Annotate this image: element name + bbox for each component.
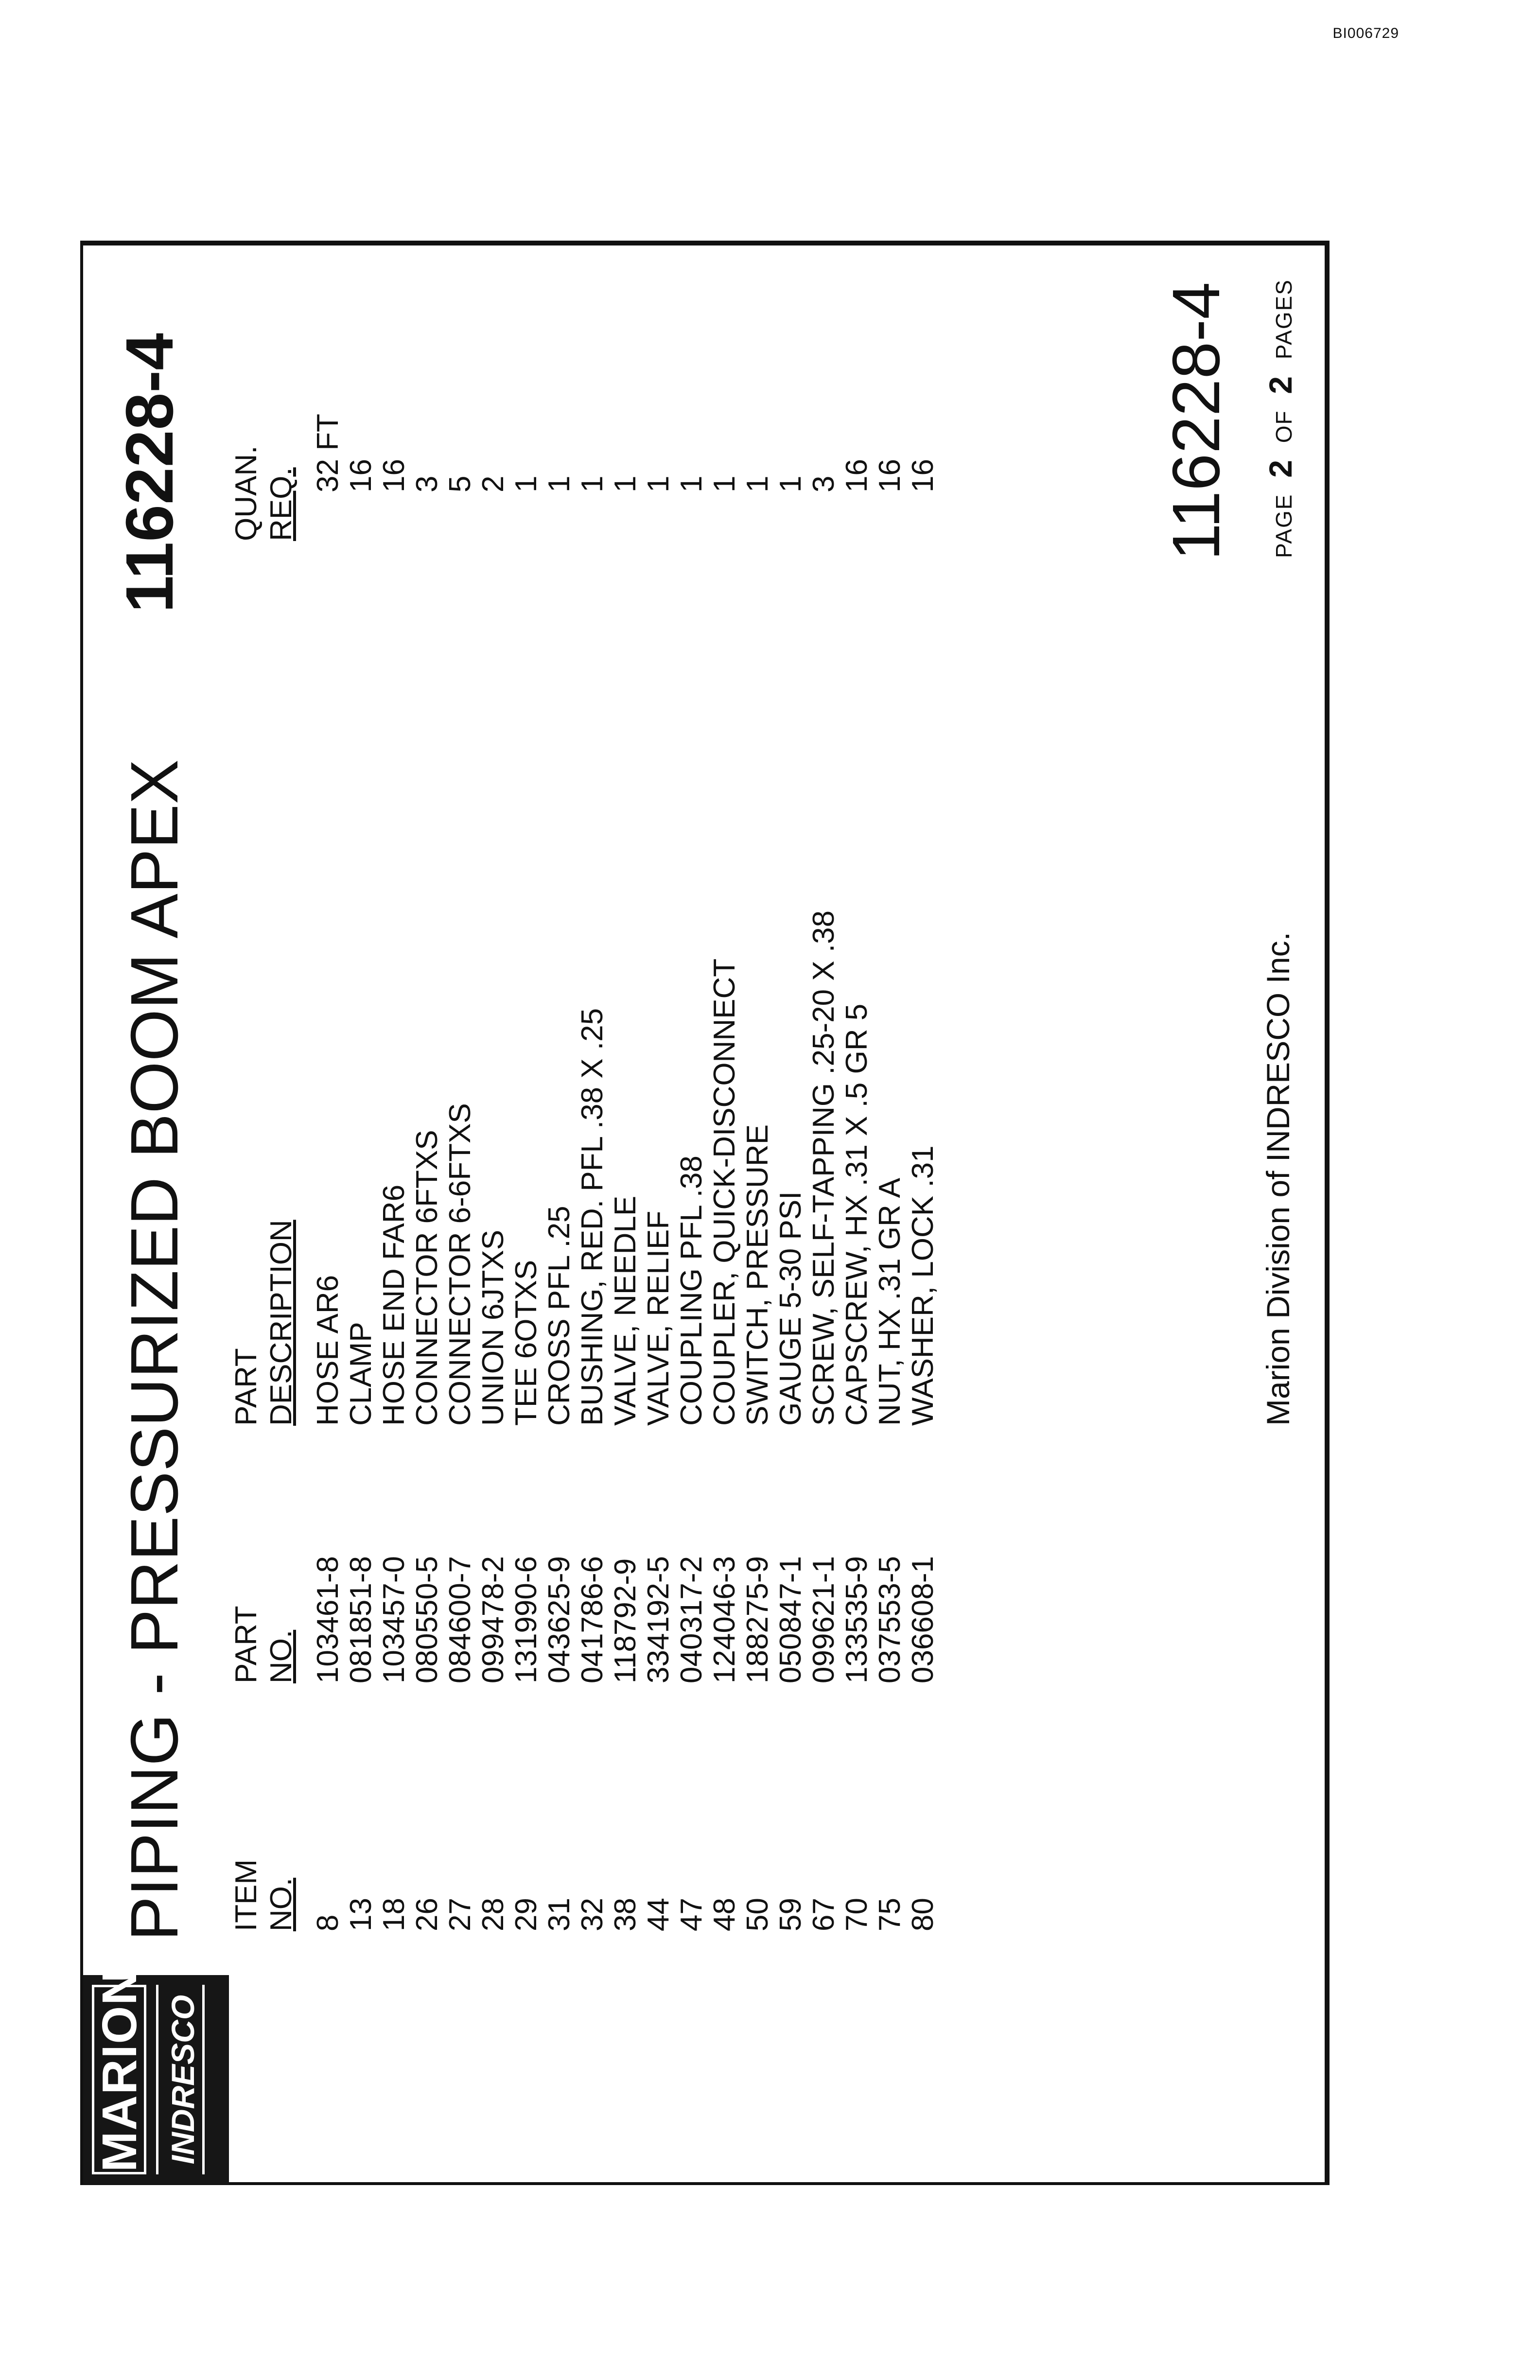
table-row <box>708 245 741 2184</box>
item-no: 32 <box>576 1898 609 1931</box>
quantity: 16 <box>906 459 940 492</box>
part-description: VALVE, NEEDLE <box>609 1195 642 1426</box>
item-no: 67 <box>807 1898 840 1931</box>
part-description: SCREW, SELF-TAPPING .25-20 X .38 <box>807 910 840 1426</box>
table-row <box>874 245 907 2184</box>
item-no: 18 <box>377 1898 411 1931</box>
table-row <box>510 245 543 2184</box>
part-no: 103461-8 <box>311 1556 345 1683</box>
table-row <box>312 245 345 2184</box>
part-description: COUPLER, QUICK-DISCONNECT <box>708 958 741 1426</box>
document-number-header: 116228-4 <box>112 333 187 613</box>
document-number-footer: 116228-4 <box>1159 282 1234 560</box>
table-row <box>907 245 940 2184</box>
header-item-line2: NO. <box>264 1877 298 1931</box>
quantity: 1 <box>576 475 609 492</box>
part-description: COUPLING PFL .38 <box>675 1155 708 1426</box>
quantity: 1 <box>642 475 675 492</box>
header-item-no <box>229 1785 299 1931</box>
quantity: 1 <box>542 475 576 492</box>
header-quantity-required <box>229 347 299 541</box>
item-no: 75 <box>873 1898 907 1931</box>
table-row <box>807 245 840 2184</box>
table-row <box>345 245 378 2184</box>
part-no: 099621-1 <box>807 1556 840 1683</box>
part-description: CONNECTOR 6-6FTXS <box>443 1103 477 1426</box>
part-description: UNION 6JTXS <box>476 1229 510 1426</box>
part-description: HOSE END FAR6 <box>377 1184 411 1426</box>
quantity: 3 <box>807 475 840 492</box>
item-no: 31 <box>542 1898 576 1931</box>
part-description: CAPSCREW, HX .31 X .5 GR 5 <box>840 1003 874 1426</box>
part-no: 103457-0 <box>377 1556 411 1683</box>
quantity: 1 <box>509 475 543 492</box>
quantity: 3 <box>410 475 444 492</box>
part-description: BUSHING, RED. PFL .38 X .25 <box>576 1008 609 1426</box>
item-no: 44 <box>642 1898 675 1931</box>
header-item-line1: ITEM <box>229 1859 263 1931</box>
header-part-line2: NO. <box>264 1629 298 1683</box>
part-no: 188275-9 <box>741 1556 774 1683</box>
item-no: 70 <box>840 1898 874 1931</box>
item-no: 13 <box>344 1898 378 1931</box>
part-no: 036608-1 <box>906 1556 940 1683</box>
item-no: 48 <box>708 1898 741 1931</box>
part-no: 131990-6 <box>509 1556 543 1683</box>
of-label: OF <box>1271 410 1296 443</box>
part-no: 050847-1 <box>774 1556 807 1683</box>
part-no: 081851-8 <box>344 1556 378 1683</box>
part-no: 084600-7 <box>443 1556 477 1683</box>
quantity: 16 <box>377 459 411 492</box>
footer-company-name: Marion Division of INDRESCO Inc. <box>1260 932 1296 1426</box>
bates-number: BI006729 <box>1332 25 1399 41</box>
part-no: 040317-2 <box>675 1556 708 1683</box>
part-no: 041786-6 <box>576 1556 609 1683</box>
part-description: CLAMP <box>344 1322 378 1426</box>
table-row <box>576 245 609 2184</box>
logo-brand: MARION <box>92 1985 146 2174</box>
header-qty-line2: REQ. <box>264 467 298 541</box>
quantity: 1 <box>675 475 708 492</box>
part-description: WASHER, LOCK .31 <box>906 1145 940 1426</box>
part-description: CROSS PFL .25 <box>542 1206 576 1426</box>
part-no: 043625-9 <box>542 1556 576 1683</box>
page-indicator <box>1262 279 1299 558</box>
table-row <box>774 245 807 2184</box>
quantity: 16 <box>873 459 907 492</box>
quantity: 16 <box>344 459 378 492</box>
item-no: 80 <box>906 1898 940 1931</box>
part-description: GAUGE 5-30 PSI <box>774 1191 807 1426</box>
table-row <box>840 245 874 2184</box>
quantity: 1 <box>708 475 741 492</box>
part-no: 334192-5 <box>642 1556 675 1683</box>
sheet-title: PIPING - PRESSURIZED BOOM APEX <box>117 759 192 1941</box>
rotated-sheet-content <box>83 245 1325 2184</box>
part-no: 133535-9 <box>840 1556 874 1683</box>
table-row <box>675 245 708 2184</box>
part-no: 037553-5 <box>873 1556 907 1683</box>
quantity: 1 <box>774 475 807 492</box>
page-current: 2 <box>1262 459 1298 478</box>
table-row <box>741 245 774 2184</box>
table-row <box>477 245 510 2184</box>
marion-indresco-logo <box>83 1969 229 2184</box>
quantity: 1 <box>741 475 774 492</box>
item-no: 28 <box>476 1898 510 1931</box>
header-part-no <box>229 1440 299 1683</box>
part-no: 080550-5 <box>410 1556 444 1683</box>
part-description: HOSE AR6 <box>311 1275 345 1426</box>
table-row <box>444 245 477 2184</box>
item-no: 29 <box>509 1898 543 1931</box>
quantity: 2 <box>476 475 510 492</box>
table-row <box>609 245 642 2184</box>
header-desc-line2: DESCRIPTION <box>264 1220 298 1426</box>
part-description: SWITCH, PRESSURE <box>741 1124 774 1426</box>
table-row <box>543 245 576 2184</box>
item-no: 38 <box>609 1898 642 1931</box>
part-description: NUT, HX .31 GR A <box>873 1178 907 1426</box>
pages-label: PAGES <box>1271 279 1296 360</box>
part-no: 124046-3 <box>708 1556 741 1683</box>
item-no: 8 <box>311 1914 345 1931</box>
header-part-description <box>229 842 299 1426</box>
item-no: 26 <box>410 1898 444 1931</box>
part-description: TEE 6OTXS <box>509 1260 543 1426</box>
table-row <box>411 245 444 2184</box>
item-no: 47 <box>675 1898 708 1931</box>
quantity: 1 <box>609 475 642 492</box>
part-no: 099478-2 <box>476 1556 510 1683</box>
table-row <box>378 245 411 2184</box>
header-desc-line1: PART <box>229 1348 263 1426</box>
quantity: 32 FT <box>311 414 345 492</box>
item-no: 59 <box>774 1898 807 1931</box>
part-description: CONNECTOR 6FTXS <box>410 1130 444 1426</box>
quantity: 16 <box>840 459 874 492</box>
quantity: 5 <box>443 475 477 492</box>
logo-sub-brand: INDRESCO <box>156 1985 205 2174</box>
page-total: 2 <box>1262 375 1298 394</box>
parts-list-sheet <box>80 241 1330 2185</box>
part-no: 118792-9 <box>609 1558 642 1683</box>
part-description: VALVE, RELIEF <box>642 1210 675 1426</box>
item-no: 27 <box>443 1898 477 1931</box>
item-no: 50 <box>741 1898 774 1931</box>
page-label: PAGE <box>1271 493 1296 558</box>
header-part-line1: PART <box>229 1606 263 1683</box>
table-row <box>642 245 675 2184</box>
header-qty-line1: QUAN. <box>229 445 263 541</box>
